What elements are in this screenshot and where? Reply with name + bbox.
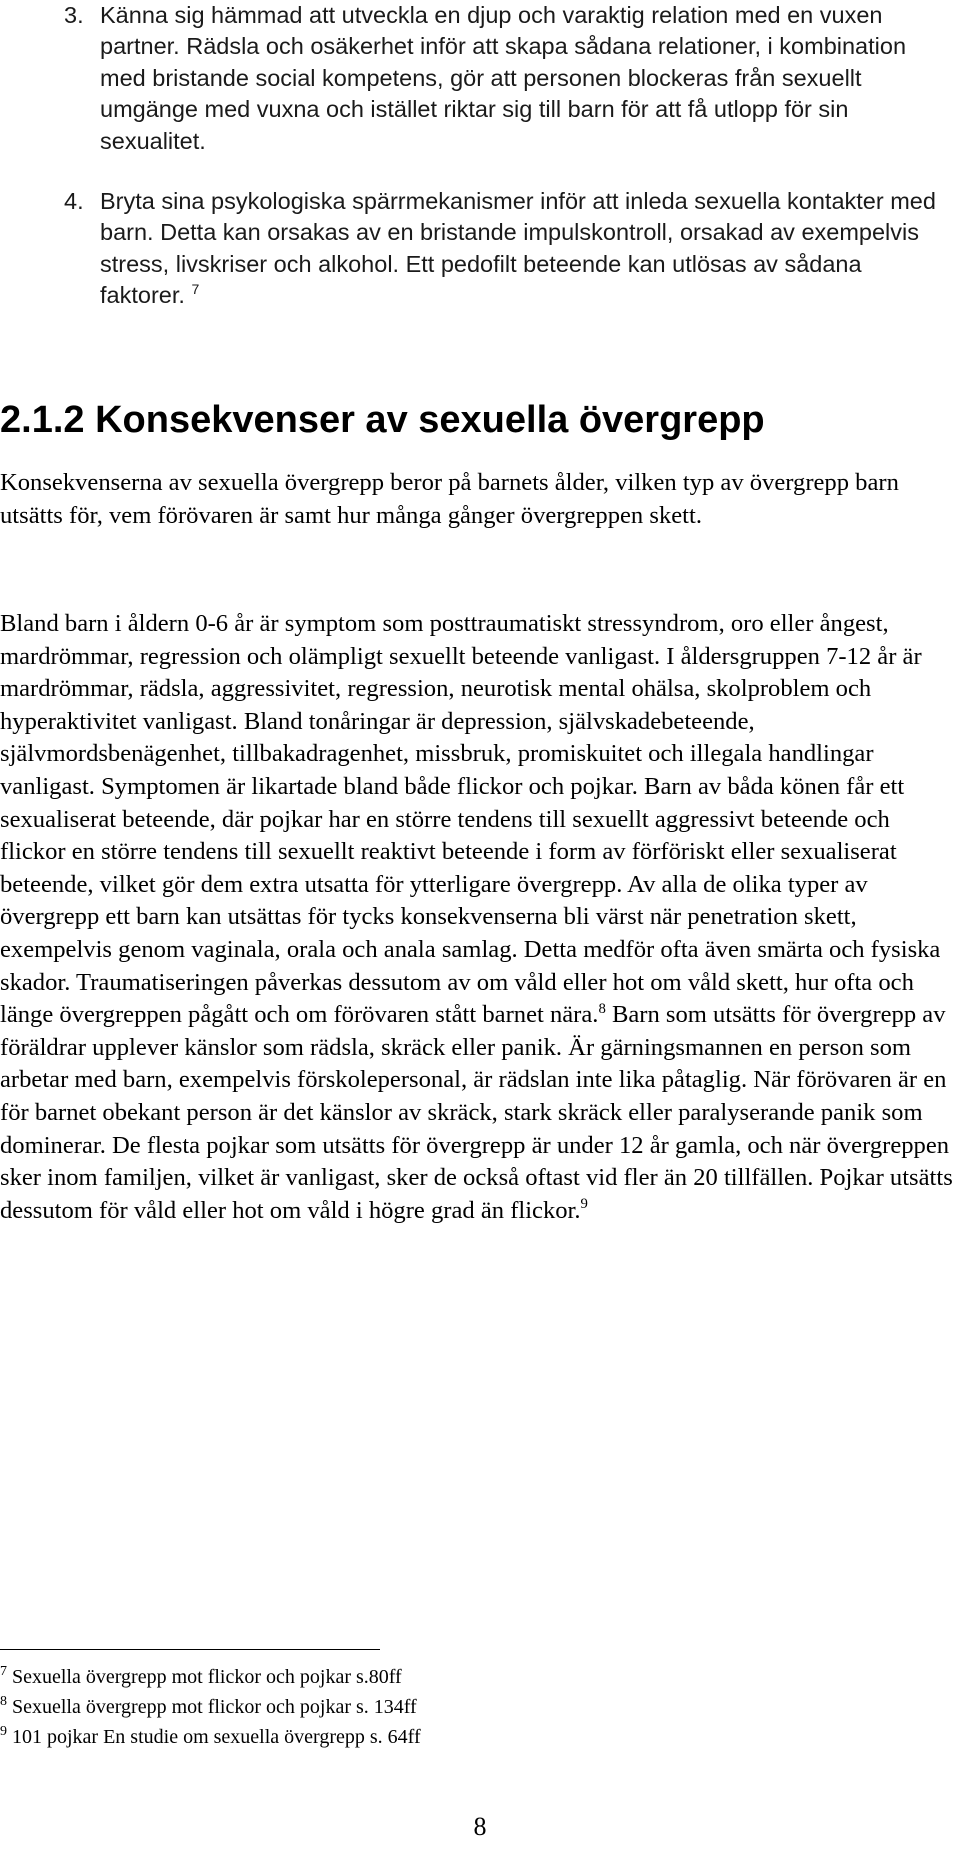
- list-item-number: 4.: [64, 188, 84, 214]
- list-item-number: 3.: [64, 2, 84, 28]
- footnote-text: 101 pojkar En studie om sexuella övergrepp s. 64ff: [12, 1726, 421, 1748]
- footnote-text: Sexuella övergrepp mot flickor och pojkar s.80ff: [12, 1666, 402, 1688]
- footnote-separator: [0, 1649, 380, 1650]
- footnote-number: 7: [0, 1664, 7, 1680]
- footnote-reference: 7: [191, 281, 200, 298]
- footnote: [0, 1722, 421, 1752]
- footnote-number: 9: [0, 1724, 7, 1740]
- footnote-number: 8: [0, 1694, 7, 1710]
- page-number: 8: [473, 1812, 487, 1841]
- list-item-text: Känna sig hämmad att utveckla en djup och varaktig relation med en vuxen partner. Rädsla och osäkerhet inför att skapa sådana relationer, i kombination med bristande social kompetens, gör att personen blockeras från sexuellt umgänge med vuxna och istället riktar sig till barn för att få utlopp för sin sexualitet.: [100, 2, 907, 154]
- footnote-reference: 8: [598, 1000, 606, 1017]
- section-heading: 2.1.2 Konsekvenser av sexuella övergrepp: [0, 399, 765, 441]
- footnote: [0, 1662, 421, 1692]
- footnote-text: Sexuella övergrepp mot flickor och pojkar s. 134ff: [12, 1696, 417, 1718]
- body-paragraph: Konsekvenserna av sexuella övergrepp beror på barnets ålder, vilken typ av övergrepp barn utsätts för, vem förövaren är samt hur många gånger övergreppen skett.: [0, 469, 899, 529]
- footnotes: [0, 1662, 421, 1752]
- body-paragraph: [0, 608, 956, 1227]
- footnote: [0, 1692, 421, 1722]
- footnote-reference: 9: [580, 1196, 588, 1213]
- numbered-list-item-4: [0, 186, 960, 312]
- paragraph-text: Bland barn i åldern 0-6 år är symptom som posttraumatiskt stressyndrom, oro eller ångest, mardrömmar, regression och olämpligt sexuellt beteende vanligast. I åldersgruppen 7-12 år är mardrömmar, rädsla, aggressivitet, regression, neurotisk mental ohälsa, skolproblem och hyperaktivitet vanligast. Bland tonåringar är depression, självskadebeteende, självmordsbenägenhet, tillbakadragenhet, missbruk, promiskuitet och illegala handlingar vanligast. Symptomen är likartade bland både flickor och pojkar. Barn av båda könen får ett sexualiserat beteende, där pojkar har en större tendens till sexuellt aggressivt beteende och flickor en större tendens till sexuellt reaktivt beteende i form av förföriskt eller sexualiserat beteende, vilket gör dem extra utsatta för ytterligare övergrepp. Av alla de olika typer av övergrepp ett barn kan utsättas för tycks konsekvenserna bli värst när penetration skett, exempelvis genom vaginala, orala och anala samlag. Detta medför ofta även smärta och fysiska skador. Traumatiseringen påverkas dessutom av om våld eller hot om våld skett, hur ofta och länge övergreppen pågått och om förövaren stått barnet nära.: [0, 610, 941, 1029]
- numbered-list-item-3: [0, 0, 960, 157]
- list-item-text: Bryta sina psykologiska spärrmekanismer inför att inleda sexuella kontakter med barn. Detta kan orsakas av en bristande impulskontroll, orsakad av exempelvis stress, livskriser och alkohol. Ett pedofilt beteende kan utlösas av sådana faktorer.: [100, 188, 936, 309]
- paragraph-text: Barn som utsätts för övergrepp av föräldrar upplever känslor som rädsla, skräck eller panik. Är gärningsmannen en person som arbetar med barn, exempelvis förskolepersonal, är rädslan inte lika påtaglig. När förövaren är en för barnet obekant person är det känslor av skräck, stark skräck eller paralyserande panik som dominerar. De flesta pojkar som utsätts för övergrepp är under 12 år gamla, och när övergreppen sker inom familjen, vilket är vanligast, sker de också oftast vid fler än 20 tillfällen. Pojkar utsätts dessutom för våld eller hot om våld i högre grad än flickor.: [0, 1001, 953, 1224]
